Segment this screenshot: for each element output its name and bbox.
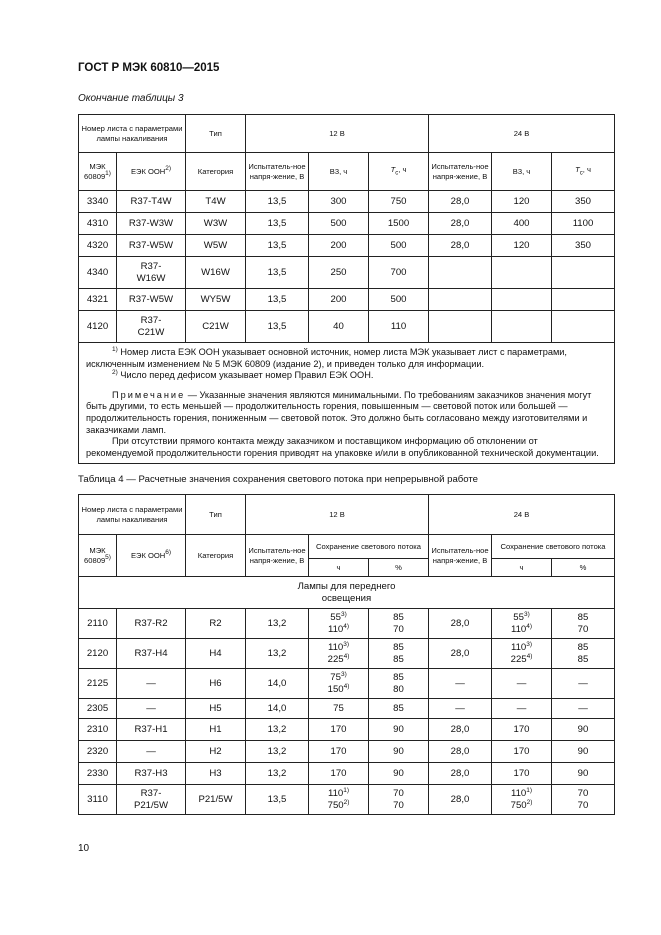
- cell: 2320: [79, 741, 117, 763]
- cell: 4120: [79, 311, 117, 343]
- cell: W16W: [186, 257, 246, 289]
- cell: 170: [492, 741, 552, 763]
- cell: [492, 311, 552, 343]
- cell: 700: [369, 257, 429, 289]
- cell: R37-R2: [117, 609, 186, 639]
- table-row: [79, 719, 615, 741]
- cell: 90: [552, 741, 615, 763]
- table-row: [79, 785, 615, 815]
- head-type: Тип: [186, 495, 246, 535]
- head-b3-12: B3, ч: [309, 153, 369, 191]
- footnote-2: $^{2)}$ Число перед дефисом указывает номер Правил ЕЭК ООН.: [112, 369, 374, 381]
- cell: 70 70: [369, 785, 429, 815]
- cell: H4: [186, 639, 246, 669]
- cell: 85 80: [369, 669, 429, 699]
- table-4: [78, 494, 615, 815]
- note-paragraph: Примечание — Указанные значения являются минимальными. По требованиям заказчиков значения могут быть другими, то есть меньшей — продолжительность горения, повышенным — световой поток или большей — продолжительность горения, пониженным — световой поток. Это должно быть согласовано между изготовителями и заказчиками ламп.: [86, 389, 592, 435]
- head-category: Категория: [186, 535, 246, 577]
- document-header: ГОСТ Р МЭК 60810—2015: [78, 62, 220, 74]
- cell: 75: [309, 699, 369, 719]
- head-iec: МЭК 60809$^{5)}$: [79, 535, 117, 577]
- cell: 28,0: [429, 639, 492, 669]
- cell: 85 85: [369, 639, 429, 669]
- cell: [429, 289, 492, 311]
- cell: H3: [186, 763, 246, 785]
- cell: R37-T4W: [117, 191, 186, 213]
- table-row: [79, 235, 615, 257]
- cell: 13,2: [246, 719, 309, 741]
- cell: 90: [552, 719, 615, 741]
- cell: 13,5: [246, 311, 309, 343]
- cell: 110$^{1)}$ 750$^{2)}$: [309, 785, 369, 815]
- cell: 13,2: [246, 763, 309, 785]
- cell: R37-W3W: [117, 213, 186, 235]
- cell: R37-W5W: [117, 235, 186, 257]
- head-24v: 24 В: [429, 115, 615, 153]
- cell: 55$^{3)}$ 110$^{4)}$: [309, 609, 369, 639]
- cell: 110$^{3)}$ 225$^{4)}$: [492, 639, 552, 669]
- cell: 28,0: [429, 719, 492, 741]
- head-test-voltage-24: Испытатель-ное напря-жение, В: [429, 153, 492, 191]
- cell: 4340: [79, 257, 117, 289]
- table-row: [79, 639, 615, 669]
- cell: 14,0: [246, 699, 309, 719]
- cell: T4W: [186, 191, 246, 213]
- table-row: [79, 257, 615, 289]
- cell: —: [117, 669, 186, 699]
- cell: —: [429, 669, 492, 699]
- table-row: [79, 763, 615, 785]
- footnote-1: $^{1)}$ Номер листа ЕЭК ООН указывает основной источник, номер листа МЭК указывает лист с параметрами, исключенным изменением № 5 МЭК 60809 (издание 2), и приведен только для информации.: [86, 346, 567, 369]
- cell: 4310: [79, 213, 117, 235]
- cell: WY5W: [186, 289, 246, 311]
- cell: 13,2: [246, 609, 309, 639]
- head-retention-24: Сохранение светового потока: [492, 535, 615, 559]
- cell: 4321: [79, 289, 117, 311]
- cell: 70 70: [552, 785, 615, 815]
- cell: 13,5: [246, 785, 309, 815]
- cell: [552, 311, 615, 343]
- cell: 90: [369, 719, 429, 741]
- cell: 85 70: [552, 609, 615, 639]
- head-ece: ЕЭК ООН$^{6)}$: [117, 535, 186, 577]
- cell: 400: [492, 213, 552, 235]
- cell: 110: [369, 311, 429, 343]
- cell: 85 85: [552, 639, 615, 669]
- cell: W5W: [186, 235, 246, 257]
- cell: 75$^{3)}$ 150$^{4)}$: [309, 669, 369, 699]
- cell: 170: [492, 719, 552, 741]
- cell: 13,5: [246, 257, 309, 289]
- cell: R37-H4: [117, 639, 186, 669]
- table4-caption: Таблица 4 — Расчетные значения сохранения светового потока при непрерывной работе: [78, 474, 479, 485]
- head-hours-24: ч: [492, 559, 552, 577]
- head-tc-12: $T_c$, ч: [369, 153, 429, 191]
- head-retention-12: Сохранение светового потока: [309, 535, 429, 559]
- cell: 170: [492, 763, 552, 785]
- head-hours-12: ч: [309, 559, 369, 577]
- cell: 13,5: [246, 235, 309, 257]
- cell: 90: [552, 763, 615, 785]
- head-test-voltage-12: Испытатель-ное напря-жение, В: [246, 153, 309, 191]
- head-iec: МЭК 60809$^{1)}$: [79, 153, 117, 191]
- head-test-voltage-12: Испытатель-ное напря-жение, В: [246, 535, 309, 577]
- cell: —: [492, 699, 552, 719]
- cell: R37-C21W: [117, 311, 186, 343]
- page-number: 10: [78, 843, 90, 854]
- cell: C21W: [186, 311, 246, 343]
- head-percent-24: %: [552, 559, 615, 577]
- cell: 170: [309, 763, 369, 785]
- cell: 28,0: [429, 191, 492, 213]
- cell: 55$^{3)}$ 110$^{4)}$: [492, 609, 552, 639]
- table-row: [79, 669, 615, 699]
- head-b3-24: B3, ч: [492, 153, 552, 191]
- cell: 90: [369, 741, 429, 763]
- table-row: [79, 699, 615, 719]
- cell: 13,2: [246, 639, 309, 669]
- cell: 350: [552, 191, 615, 213]
- cell: R37-H1: [117, 719, 186, 741]
- cell: [492, 289, 552, 311]
- cell: 120: [492, 191, 552, 213]
- cell: H2: [186, 741, 246, 763]
- head-12v: 12 В: [246, 495, 429, 535]
- head-ece: ЕЭК ООН$^{2)}$: [117, 153, 186, 191]
- cell: H6: [186, 669, 246, 699]
- cell: —: [429, 699, 492, 719]
- cell: 500: [369, 289, 429, 311]
- cell: 28,0: [429, 213, 492, 235]
- cell: W3W: [186, 213, 246, 235]
- cell: 2310: [79, 719, 117, 741]
- cell: R37-H3: [117, 763, 186, 785]
- cell: [429, 311, 492, 343]
- note-paragraph-2: При отсутствии прямого контакта между заказчиком и поставщиком информацию об отклонении от рекомендуемой продолжительности горения приводят на упаковке и/или в опубликованной технической документации.: [86, 436, 599, 458]
- cell: 85 70: [369, 609, 429, 639]
- cell: [492, 257, 552, 289]
- cell: 2330: [79, 763, 117, 785]
- head-type: Тип: [186, 115, 246, 153]
- table3-notes: [79, 343, 615, 464]
- cell: 200: [309, 289, 369, 311]
- cell: 85: [369, 699, 429, 719]
- cell: 200: [309, 235, 369, 257]
- head-percent-12: %: [369, 559, 429, 577]
- head-12v: 12 В: [246, 115, 429, 153]
- cell: 4320: [79, 235, 117, 257]
- cell: 300: [309, 191, 369, 213]
- head-category: Категория: [186, 153, 246, 191]
- table-row: [79, 213, 615, 235]
- cell: 28,0: [429, 609, 492, 639]
- cell: 350: [552, 235, 615, 257]
- cell: 28,0: [429, 785, 492, 815]
- cell: 2125: [79, 669, 117, 699]
- cell: 120: [492, 235, 552, 257]
- cell: R37-W5W: [117, 289, 186, 311]
- head-24v: 24 В: [429, 495, 615, 535]
- cell: —: [117, 699, 186, 719]
- cell: 28,0: [429, 235, 492, 257]
- cell: 13,2: [246, 741, 309, 763]
- cell: 14,0: [246, 669, 309, 699]
- head-sheet: Номер листа с параметрами лампы накаливания: [79, 115, 186, 153]
- cell: 110$^{3)}$ 225$^{4)}$: [309, 639, 369, 669]
- cell: 2120: [79, 639, 117, 669]
- cell: 28,0: [429, 763, 492, 785]
- cell: R37-P21/5W: [117, 785, 186, 815]
- cell: —: [492, 669, 552, 699]
- cell: 1500: [369, 213, 429, 235]
- section-heading: Лампы для переднего освещения: [79, 577, 615, 609]
- cell: 13,5: [246, 191, 309, 213]
- table-row: [79, 741, 615, 763]
- cell: H5: [186, 699, 246, 719]
- cell: 28,0: [429, 741, 492, 763]
- head-sheet: Номер листа с параметрами лампы накаливания: [79, 495, 186, 535]
- table-row: [79, 191, 615, 213]
- cell: 40: [309, 311, 369, 343]
- cell: P21/5W: [186, 785, 246, 815]
- table-3: [78, 114, 615, 464]
- cell: 3110: [79, 785, 117, 815]
- cell: —: [552, 669, 615, 699]
- cell: 1100: [552, 213, 615, 235]
- cell: 170: [309, 741, 369, 763]
- head-tc-24: $T_c$, ч: [552, 153, 615, 191]
- cell: 13,5: [246, 289, 309, 311]
- cell: 110$^{1)}$ 750$^{2)}$: [492, 785, 552, 815]
- cell: R2: [186, 609, 246, 639]
- cell: 750: [369, 191, 429, 213]
- cell: —: [552, 699, 615, 719]
- cell: 3340: [79, 191, 117, 213]
- cell: 90: [369, 763, 429, 785]
- cell: [552, 289, 615, 311]
- cell: [552, 257, 615, 289]
- cell: H1: [186, 719, 246, 741]
- cell: 13,5: [246, 213, 309, 235]
- cell: [429, 257, 492, 289]
- cell: R37-W16W: [117, 257, 186, 289]
- head-test-voltage-24: Испытатель-ное напря-жение, В: [429, 535, 492, 577]
- cell: 2110: [79, 609, 117, 639]
- cell: 2305: [79, 699, 117, 719]
- cell: 170: [309, 719, 369, 741]
- table-row: [79, 609, 615, 639]
- table3-caption: Окончание таблицы 3: [78, 93, 184, 104]
- table-row: [79, 311, 615, 343]
- cell: 500: [369, 235, 429, 257]
- cell: —: [117, 741, 186, 763]
- cell: 500: [309, 213, 369, 235]
- table-row: [79, 289, 615, 311]
- cell: 250: [309, 257, 369, 289]
